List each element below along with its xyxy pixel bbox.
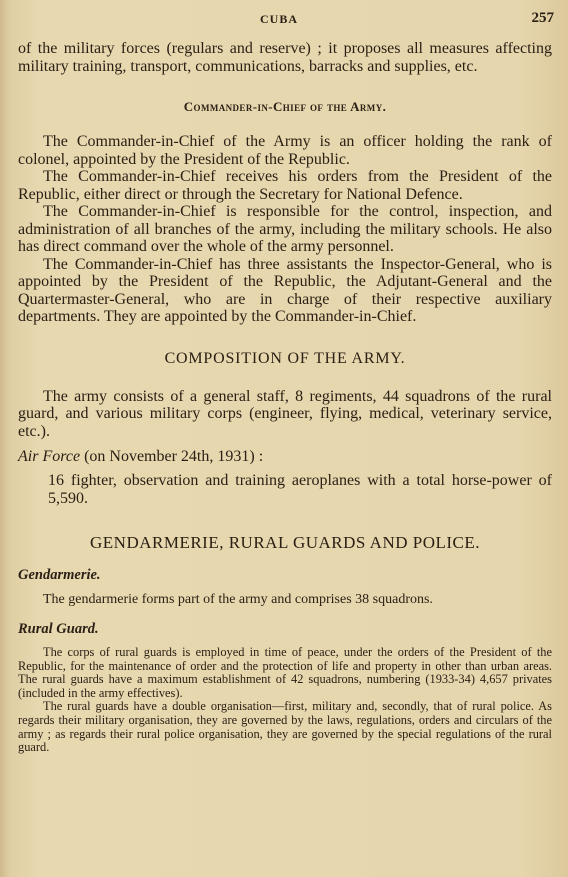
gendarmerie-heading: GENDARMERIE, RURAL GUARDS AND POLICE. — [90, 533, 480, 552]
composition-heading: COMPOSITION OF THE ARMY. — [164, 349, 406, 367]
commander-heading — [18, 99, 552, 115]
section-gap — [18, 607, 552, 621]
commander-paragraph-3: The Commander-in-Chief is responsible for the control, inspection, and administration of all branches of the army, including the military schools. He also has direct command over the whole of the army personnel. — [18, 203, 552, 255]
rural-guard-paragraph-1: The corps of rural guards is employed in time of peace, under the orders of the President of the Republic, for the maintenance of order and the protection of life and property in other than urban areas. The rural guards have a maximum establishment of 42 squadrons, numbering (1933-34) 4,657 privates (included in the army effectives). — [18, 645, 552, 700]
commander-paragraph-4: The Commander-in-Chief has three assistants the Inspector-General, who is appointed by the President of the Republic, the Adjutant-General and the Quartermaster-General, who are in charge of their respective auxiliary departments. They are appointed by the Commander-in-Chief. — [18, 255, 552, 325]
page-header — [0, 10, 568, 30]
page-number: 257 — [531, 10, 554, 26]
rural-guard-subhead: Rural Guard. — [18, 621, 99, 637]
commander-paragraph-1: The Commander-in-Chief of the Army is an officer holding the rank of colonel, appointed by the President of the Republic. — [18, 133, 552, 168]
air-force-line — [18, 448, 552, 466]
intro-paragraph: of the military forces (regulars and reserve) ; it proposes all measures affecting military training, transport, communications, barracks and supplies, etc. — [18, 40, 552, 75]
rural-guard-paragraph-2: The rural guards have a double organisation—first, military and, secondly, that of rural police. As regards their military organisation, they are governed by the laws, regulations, orders and circulars of the army ; as regards their rural police organisation, they are governed by the special regulations of the rural guard. — [18, 699, 552, 755]
air-force-detail: 16 fighter, observation and training aeroplanes with a total horse-power of 5,590. — [48, 472, 552, 507]
air-force-date: (on November 24th, 1931) : — [84, 448, 264, 465]
air-force-label: Air Force — [18, 448, 81, 465]
composition-paragraph: The army consists of a general staff, 8 regiments, 44 squadrons of the rural guard, and various military corps (engineer, flying, medical, veterinary service, etc.). — [18, 387, 552, 440]
running-head: CUBA — [260, 12, 299, 26]
page-body — [18, 40, 552, 755]
gendarmerie-subhead: Gendarmerie. — [18, 567, 101, 583]
gendarmerie-paragraph: The gendarmerie forms part of the army and comprises 38 squadrons. — [43, 592, 433, 607]
commander-heading-text: Commander-in-Chief of the Army. — [183, 99, 387, 114]
commander-paragraph-2: The Commander-in-Chief receives his orders from the President of the Republic, either direct or through the Secretary for National Defence. — [18, 168, 552, 203]
